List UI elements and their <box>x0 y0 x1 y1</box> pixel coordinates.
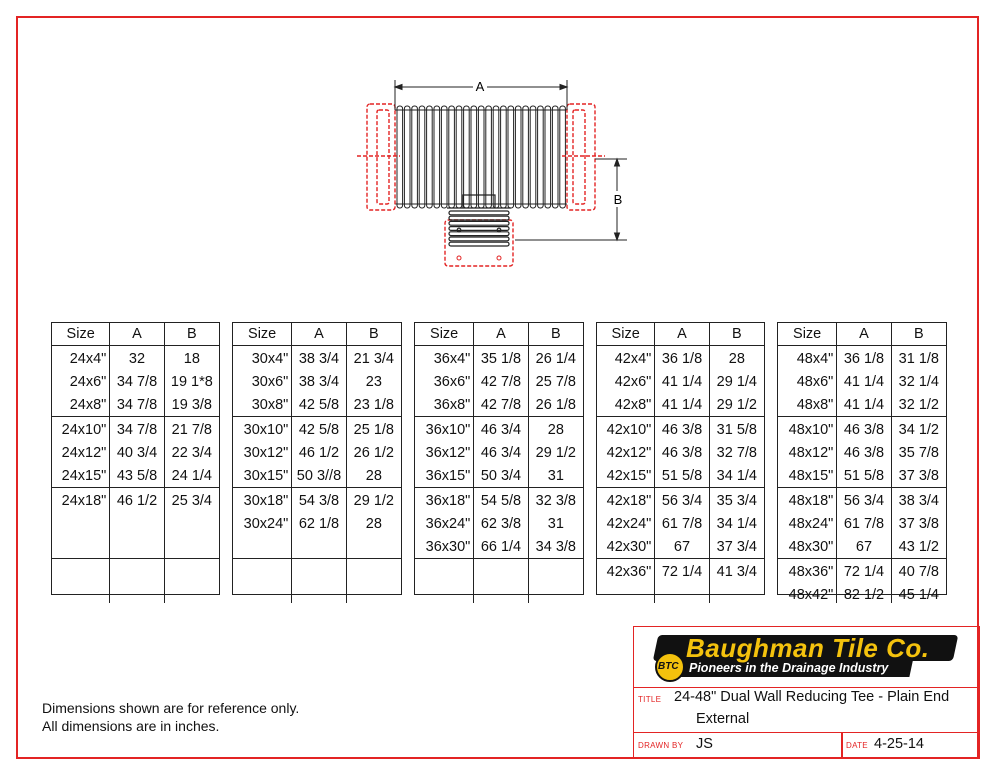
table-row-group <box>415 488 583 559</box>
dim-a-cell: 34 7/8 <box>116 374 158 390</box>
size-cell: 36x24" <box>425 516 471 532</box>
dim-a-cell: 41 1/4 <box>843 397 885 413</box>
size-cell: 30x10" <box>243 422 289 438</box>
dim-a-cell <box>474 561 527 584</box>
dim-a-cell: 43 5/8 <box>116 468 158 484</box>
size-cell: 24x18" <box>61 493 107 509</box>
column-header: Size <box>233 323 292 345</box>
dim-a-cell: 40 3/4 <box>116 445 158 461</box>
dim-a-cell: 36 1/8 <box>661 351 703 367</box>
note-line-2: All dimensions are in inches. <box>42 718 220 734</box>
dimension-table-24 <box>51 322 220 595</box>
dim-a-cell: 72 1/4 <box>661 564 703 580</box>
dim-b-cell: 19 1*8 <box>170 374 213 390</box>
size-cell: 30x12" <box>243 445 289 461</box>
column-header: Size <box>597 323 655 345</box>
note-line-1: Dimensions shown are for reference only. <box>42 700 300 716</box>
dim-b-cell: 43 1/2 <box>898 539 939 555</box>
dim-b-cell: 34 1/4 <box>716 516 757 532</box>
date-label: DATE <box>846 741 868 750</box>
dim-b-cell: 29 1/4 <box>716 374 757 390</box>
size-cell: 48x15" <box>788 468 834 484</box>
table-row-group <box>233 488 401 559</box>
size-cell <box>52 536 109 559</box>
dim-b-cell: 35 7/8 <box>898 445 939 461</box>
dim-a-cell: 54 5/8 <box>480 493 522 509</box>
dim-a-cell: 50 3//8 <box>296 468 342 484</box>
dimension-table-36 <box>414 322 584 595</box>
dim-a-cell: 46 3/8 <box>661 422 703 438</box>
table-row-group <box>597 488 764 559</box>
dim-a-cell: 50 3/4 <box>480 468 522 484</box>
dim-b-cell: 25 7/8 <box>535 374 576 390</box>
dim-b-cell: 24 1/4 <box>171 468 212 484</box>
dim-b-cell: 23 1/8 <box>353 397 394 413</box>
table-row-group <box>52 559 219 603</box>
size-cell: 48x10" <box>788 422 834 438</box>
size-cell: 36x30" <box>425 539 471 555</box>
dim-b-cell: 31 <box>547 516 564 532</box>
dim-b-cell: 40 7/8 <box>898 564 939 580</box>
size-cell: 30x18" <box>243 493 289 509</box>
table-row-group <box>778 346 946 417</box>
dim-b-cell: 34 1/2 <box>898 422 939 438</box>
column-header: A <box>655 323 709 345</box>
dim-a-cell: 56 3/4 <box>843 493 885 509</box>
size-cell <box>233 536 291 559</box>
table-row-group <box>415 346 583 417</box>
table-row-group <box>778 559 946 603</box>
dim-a-cell: 42 5/8 <box>298 397 340 413</box>
size-cell: 30x8" <box>251 397 289 413</box>
dim-a-cell: 46 3/4 <box>480 422 522 438</box>
size-cell: 48x6" <box>796 374 834 390</box>
dim-a-cell: 41 1/4 <box>843 374 885 390</box>
table-header-row <box>778 323 946 346</box>
table-row-group <box>52 346 219 417</box>
size-cell <box>52 561 109 584</box>
dim-b-cell: 32 3/8 <box>535 493 576 509</box>
column-header: A <box>474 323 528 345</box>
dim-b-cell: 26 1/8 <box>535 397 576 413</box>
dim-b-cell: 38 3/4 <box>898 493 939 509</box>
dim-a-cell: 42 5/8 <box>298 422 340 438</box>
dim-a-cell <box>292 536 345 559</box>
dim-a-cell: 46 1/2 <box>116 493 158 509</box>
size-cell: 42x4" <box>614 351 652 367</box>
dim-b-cell: 37 3/8 <box>898 516 939 532</box>
size-cell: 42x10" <box>606 422 652 438</box>
drawn-by-row <box>634 732 979 758</box>
title-block <box>633 626 980 759</box>
dim-a-cell: 46 1/2 <box>298 445 340 461</box>
reference-notes <box>42 699 299 735</box>
size-cell: 24x12" <box>61 445 107 461</box>
dim-b-cell <box>347 561 401 584</box>
dim-b-cell: 32 1/2 <box>898 397 939 413</box>
size-cell: 48x8" <box>796 397 834 413</box>
dimension-table-42 <box>596 322 765 595</box>
dimension-table-30 <box>232 322 402 595</box>
table-row-group <box>233 346 401 417</box>
dim-b-cell: 28 <box>547 422 564 438</box>
size-cell: 48x24" <box>788 516 834 532</box>
table-header-row <box>597 323 764 346</box>
dim-b-cell: 31 1/8 <box>898 351 939 367</box>
dim-a-cell <box>110 561 163 584</box>
dim-b-cell: 26 1/2 <box>353 445 394 461</box>
size-cell: 36x6" <box>433 374 471 390</box>
dim-b-cell: 26 1/4 <box>535 351 576 367</box>
dim-b-cell: 31 5/8 <box>716 422 757 438</box>
size-cell: 42x24" <box>606 516 652 532</box>
dim-a-cell <box>292 561 345 584</box>
column-header: B <box>913 326 924 342</box>
table-row-group <box>597 417 764 488</box>
size-cell: 24x10" <box>61 422 107 438</box>
dim-b-cell: 28 <box>365 516 382 532</box>
dim-b-cell: 23 <box>365 374 382 390</box>
dim-a-cell <box>110 513 163 536</box>
column-header: B <box>732 326 742 342</box>
dim-a-cell: 67 <box>855 539 873 555</box>
dim-a-cell: 62 3/8 <box>480 516 522 532</box>
size-cell: 36x15" <box>425 468 471 484</box>
table-header-row <box>233 323 401 346</box>
size-cell: 24x4" <box>69 351 107 367</box>
dim-b-cell <box>347 536 401 559</box>
dim-b-cell: 35 3/4 <box>716 493 757 509</box>
dim-b-cell: 29 1/2 <box>353 493 394 509</box>
table-row-group <box>778 417 946 488</box>
size-cell: 36x4" <box>433 351 471 367</box>
size-cell: 36x8" <box>433 397 471 413</box>
dim-b-cell <box>165 536 219 559</box>
dim-b-cell: 21 7/8 <box>171 422 212 438</box>
dim-a-cell: 62 1/8 <box>298 516 340 532</box>
dim-a-cell: 61 7/8 <box>661 516 703 532</box>
dim-a-cell: 72 1/4 <box>843 564 885 580</box>
table-header-row <box>52 323 219 346</box>
dim-b-cell: 37 3/4 <box>716 539 757 555</box>
size-cell: 42x6" <box>614 374 652 390</box>
dim-a-cell: 42 7/8 <box>480 374 522 390</box>
dim-a-cell <box>110 536 163 559</box>
table-row-group <box>233 559 401 603</box>
dim-b-cell: 34 1/4 <box>716 468 757 484</box>
dim-a-cell: 41 1/4 <box>661 374 703 390</box>
dim-a-cell: 82 1/2 <box>843 587 885 603</box>
table-row-group <box>597 346 764 417</box>
table-row-group <box>415 559 583 603</box>
size-cell: 42x8" <box>614 397 652 413</box>
dim-a-cell: 46 3/8 <box>661 445 703 461</box>
dim-a-cell: 38 3/4 <box>298 351 340 367</box>
column-header: B <box>368 326 379 342</box>
column-header: B <box>550 326 561 342</box>
dim-a-cell: 34 7/8 <box>116 397 158 413</box>
column-header: A <box>110 323 164 345</box>
size-cell <box>52 513 109 536</box>
size-cell: 48x30" <box>788 539 834 555</box>
column-header: A <box>292 323 346 345</box>
table-header-row <box>415 323 583 346</box>
dim-b-cell: 22 3/4 <box>171 445 212 461</box>
size-cell: 30x15" <box>243 468 289 484</box>
column-header: Size <box>415 323 474 345</box>
dim-b-cell: 37 3/8 <box>898 468 939 484</box>
dim-a-cell: 56 3/4 <box>661 493 703 509</box>
dim-a-cell: 38 3/4 <box>298 374 340 390</box>
size-cell: 30x6" <box>251 374 289 390</box>
column-header: Size <box>778 323 837 345</box>
drawn-by-label: DRAWN BY <box>638 741 684 750</box>
size-cell: 48x18" <box>788 493 834 509</box>
dim-b-cell: 28 <box>365 468 382 484</box>
company-name: Baughman Tile Co. <box>686 633 930 663</box>
size-cell: 42x18" <box>606 493 652 509</box>
size-cell <box>233 561 291 584</box>
size-cell: 48x36" <box>788 564 834 580</box>
dim-b-cell: 41 3/4 <box>716 564 757 580</box>
dimension-table-48 <box>777 322 947 603</box>
size-cell: 48x4" <box>796 351 834 367</box>
dim-b-cell: 21 3/4 <box>353 351 394 367</box>
size-cell: 24x6" <box>69 374 107 390</box>
dim-b-cell: 32 1/4 <box>898 374 939 390</box>
drawing-title: 24-48" Dual Wall Reducing Tee - Plain End <box>674 689 950 705</box>
dim-a-cell: 51 5/8 <box>843 468 885 484</box>
btc-badge: BTC <box>658 661 679 672</box>
dim-a-cell: 35 1/8 <box>480 351 522 367</box>
dim-a-cell: 41 1/4 <box>661 397 703 413</box>
dim-b-cell: 31 <box>547 468 564 484</box>
size-cell: 48x12" <box>788 445 834 461</box>
dim-a-cell: 42 7/8 <box>480 397 522 413</box>
dim-b-cell: 25 3/4 <box>171 493 212 509</box>
dim-a-cell: 32 <box>128 351 146 367</box>
dim-b-cell: 18 <box>183 351 200 367</box>
date-value: 4-25-14 <box>874 736 924 752</box>
dimension-b-label: B <box>613 192 623 207</box>
drawn-by-value: JS <box>696 736 713 752</box>
dim-b-cell: 28 <box>728 351 745 367</box>
dim-a-cell: 51 5/8 <box>661 468 703 484</box>
title-label: TITLE <box>638 695 662 704</box>
size-cell: 36x18" <box>425 493 471 509</box>
table-row-group <box>597 559 764 603</box>
size-cell <box>415 561 473 584</box>
dim-b-cell: 34 3/8 <box>535 539 576 555</box>
dim-a-cell: 61 7/8 <box>843 516 885 532</box>
table-row-group <box>52 488 219 559</box>
dim-a-cell: 66 1/4 <box>480 539 522 555</box>
dim-b-cell: 25 1/8 <box>353 422 394 438</box>
company-tagline: Pioneers in the Drainage Industry <box>689 661 889 675</box>
table-row-group <box>233 417 401 488</box>
column-header: B <box>187 326 197 342</box>
dim-b-cell <box>529 561 583 584</box>
dim-a-cell: 46 3/8 <box>843 445 885 461</box>
dim-b-cell: 45 1/4 <box>898 587 939 603</box>
dim-a-cell: 34 7/8 <box>116 422 158 438</box>
size-cell: 48x42" <box>788 587 834 603</box>
size-cell: 24x15" <box>61 468 107 484</box>
dim-a-cell: 54 3/8 <box>298 493 340 509</box>
dim-b-cell: 29 1/2 <box>535 445 576 461</box>
drawing-title-line-2: External <box>696 711 750 727</box>
size-cell: 42x36" <box>606 564 652 580</box>
table-row-group <box>52 417 219 488</box>
size-cell: 30x4" <box>251 351 289 367</box>
dimension-a-label: A <box>475 79 485 94</box>
dim-a-cell: 36 1/8 <box>843 351 885 367</box>
dim-a-cell: 46 3/4 <box>480 445 522 461</box>
dim-b-cell <box>165 561 219 584</box>
size-cell: 24x8" <box>69 397 107 413</box>
size-cell: 42x30" <box>606 539 652 555</box>
dim-a-cell: 46 3/8 <box>843 422 885 438</box>
size-cell: 36x12" <box>425 445 471 461</box>
dim-a-cell: 67 <box>673 539 691 555</box>
size-cell: 30x24" <box>243 516 289 532</box>
size-cell: 42x15" <box>606 468 652 484</box>
dim-b-cell <box>165 513 219 536</box>
dim-b-cell: 19 3/8 <box>171 397 212 413</box>
company-logo <box>634 627 979 688</box>
table-row-group <box>778 488 946 559</box>
tee-drawing <box>355 70 645 280</box>
title-row <box>634 687 979 733</box>
dim-b-cell: 29 1/2 <box>716 397 757 413</box>
column-header: A <box>837 323 891 345</box>
size-cell: 36x10" <box>425 422 471 438</box>
table-row-group <box>415 417 583 488</box>
dim-b-cell: 32 7/8 <box>716 445 757 461</box>
column-header: Size <box>52 323 110 345</box>
size-cell: 42x12" <box>606 445 652 461</box>
